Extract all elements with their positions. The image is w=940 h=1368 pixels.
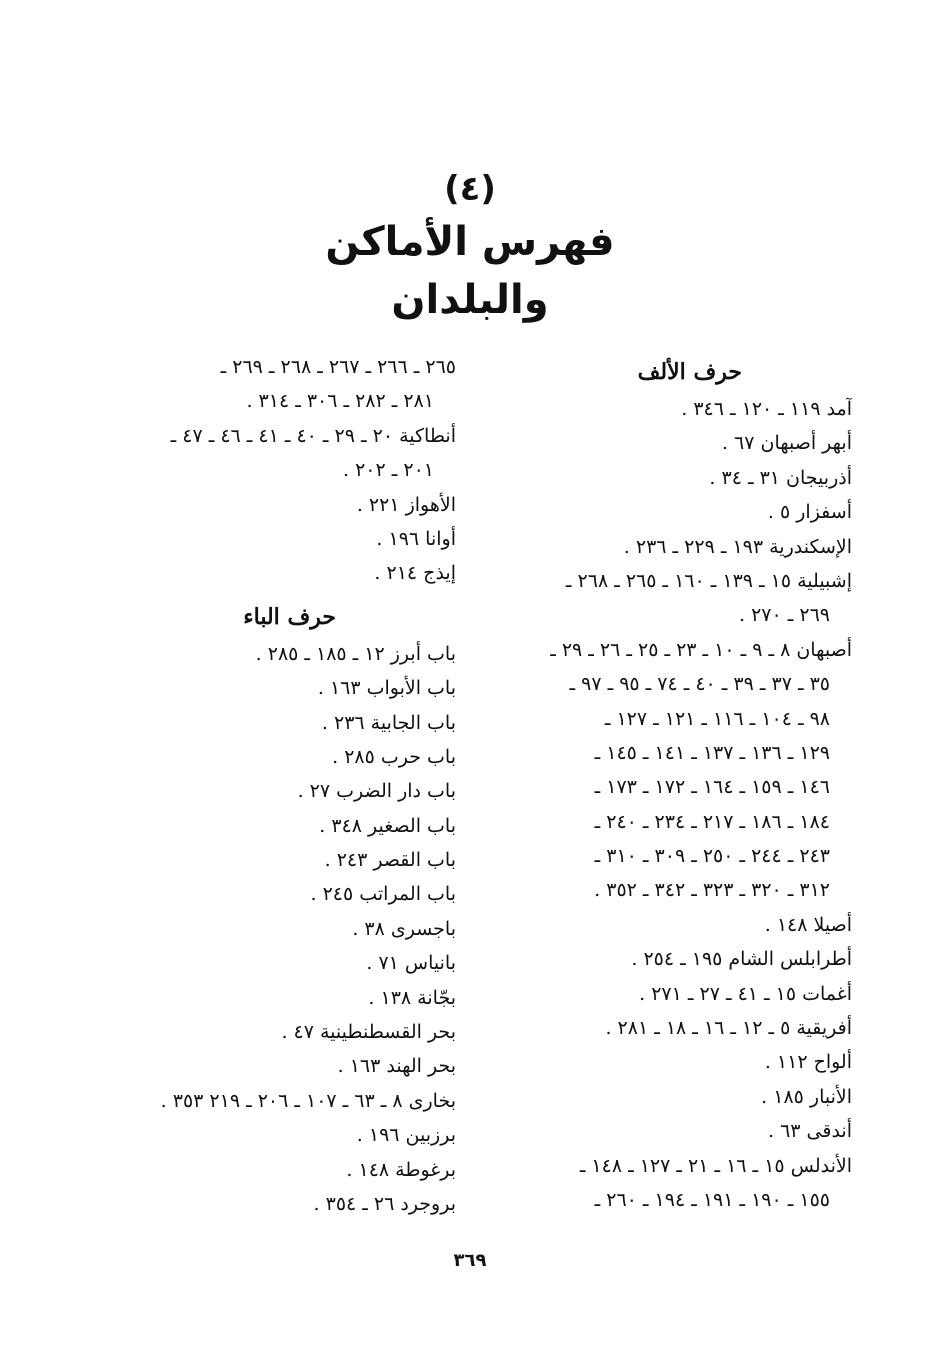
index-entry: الأندلس ١٥ ـ ١٦ ـ ٢١ ـ ١٢٧ ـ ١٤٨ ـ bbox=[579, 1154, 852, 1177]
index-entry-continuation: ٢٤٣ ـ ٢٤٤ ـ ٢٥٠ ـ ٣٠٩ ـ ٣١٠ ـ bbox=[594, 845, 830, 868]
left-column bbox=[100, 350, 456, 1221]
index-entry-continuation: ١٤٦ ـ ١٥٩ ـ ١٦٤ ـ ١٧٢ ـ ١٧٣ ـ bbox=[594, 776, 830, 799]
index-entry: باب أبرز ١٢ ـ ١٨٥ ـ ٢٨٥ . bbox=[255, 642, 456, 665]
index-title-line2: والبلدان bbox=[391, 277, 549, 323]
index-title-line1: فهرس الأماكن bbox=[325, 219, 615, 265]
index-entry: الأهواز ٢٢١ . bbox=[356, 493, 456, 516]
index-entry: أطرابلس الشام ١٩٥ ـ ٢٥٤ . bbox=[631, 948, 852, 971]
index-entry: باب دار الضرب ٢٧ . bbox=[297, 780, 456, 803]
index-entry: باب الصغير ٣٤٨ . bbox=[319, 814, 456, 837]
index-entry: باب القصر ٢٤٣ . bbox=[324, 849, 456, 872]
index-entry-continuation: ٢٦٥ ـ ٢٦٦ ـ ٢٦٧ ـ ٢٦٨ ـ ٢٦٩ ـ bbox=[220, 356, 456, 378]
index-entry-continuation: ١٨٤ ـ ١٨٦ ـ ٢١٧ ـ ٢٣٤ ـ ٢٤٠ ـ bbox=[594, 810, 830, 833]
section-number: (٤) bbox=[444, 169, 496, 209]
index-entry: أصبهان ٨ ـ ٩ ـ ١٠ ـ ٢٣ ـ ٢٥ ـ ٢٦ ـ ٢٩ ـ bbox=[550, 638, 852, 661]
index-entry: إشبيلية ١٥ ـ ١٣٩ ـ ١٦٠ ـ ٢٦٥ ـ ٢٦٨ ـ bbox=[565, 569, 852, 592]
page-number: ٣٦٩ bbox=[453, 1250, 487, 1271]
index-entry: باب الأبواب ١٦٣ . bbox=[317, 677, 456, 700]
index-entry: باجسرى ٣٨ . bbox=[352, 917, 456, 940]
index-entry: أوانا ١٩٦ . bbox=[376, 527, 456, 550]
index-entry-continuation: ١٢٩ ـ ١٣٦ ـ ١٣٧ ـ ١٤١ ـ ١٤٥ ـ bbox=[594, 741, 830, 764]
index-entry-continuation: ٣٥ ـ ٣٧ ـ ٣٩ ـ ٤٠ ـ ٧٤ ـ ٩٥ ـ ٩٧ ـ bbox=[569, 673, 830, 696]
index-entry: باب المراتب ٢٤٥ . bbox=[310, 883, 456, 906]
index-entry-continuation: ٣١٢ ـ ٣٢٠ ـ ٣٢٣ ـ ٣٤٢ ـ ٣٥٢ . bbox=[594, 879, 830, 902]
index-entry: باب الجابية ٢٣٦ . bbox=[321, 711, 456, 734]
index-entry-continuation: ٢٠١ ـ ٢٠٢ . bbox=[343, 459, 434, 482]
index-header bbox=[0, 165, 940, 329]
index-entry: باب حرب ٢٨٥ . bbox=[332, 745, 456, 768]
right-column bbox=[498, 350, 852, 1217]
index-entry: بروجرد ٢٦ ـ ٣٥٤ . bbox=[313, 1192, 456, 1215]
index-entry: بانياس ٧١ . bbox=[366, 952, 456, 975]
index-entry: أبهر أصبهان ٦٧ . bbox=[721, 432, 852, 455]
index-entry: أندقى ٦٣ . bbox=[767, 1120, 852, 1143]
index-entry: أذربيجان ٣١ ـ ٣٤ . bbox=[709, 466, 852, 489]
index-entry: الإسكندرية ١٩٣ ـ ٢٢٩ ـ ٢٣٦ . bbox=[623, 535, 852, 558]
index-entry: إيذج ٢١٤ . bbox=[374, 562, 456, 585]
index-entry: بخارى ٨ ـ ٦٣ ـ ١٠٧ ـ ٢٠٦ ـ ٢١٩ ٣٥٣ . bbox=[160, 1089, 456, 1112]
index-entry: برزبين ١٩٦ . bbox=[356, 1124, 456, 1147]
index-entry: أنطاكية ٢٠ ـ ٢٩ ـ ٤٠ ـ ٤١ ـ ٤٦ ـ ٤٧ ـ bbox=[170, 424, 456, 447]
index-entry: بجّانة ١٣٨ . bbox=[368, 986, 456, 1009]
index-entry: بحر الهند ١٦٣ . bbox=[337, 1055, 456, 1078]
letter-heading-alif: حرف الألف bbox=[637, 359, 742, 385]
index-entry-continuation: ١٥٥ ـ ١٩٠ ـ ١٩١ ـ ١٩٤ ـ ٢٦٠ ـ bbox=[594, 1188, 830, 1211]
index-entry: أسفزار ٥ . bbox=[767, 501, 852, 524]
index-entry: بحر القسطنطينية ٤٧ . bbox=[281, 1021, 456, 1044]
index-entry: أصيلا ١٤٨ . bbox=[764, 913, 852, 936]
index-entry: أغمات ١٥ ـ ٤١ ـ ٢٧ ـ ٢٧١ . bbox=[639, 982, 852, 1005]
index-entry-continuation: ٩٨ ـ ١٠٤ ـ ١١٦ ـ ١٢١ ـ ١٢٧ ـ bbox=[604, 707, 830, 730]
index-entry-continuation: ٢٨١ ـ ٢٨٢ ـ ٣٠٦ ـ ٣١٤ . bbox=[246, 390, 434, 413]
index-entry: آمد ١١٩ ـ ١٢٠ ـ ٣٤٦ . bbox=[681, 398, 852, 420]
index-entry: الأنبار ١٨٥ . bbox=[761, 1085, 852, 1108]
index-entry: ألواح ١١٢ . bbox=[764, 1051, 852, 1074]
index-entry: برغوطة ١٤٨ . bbox=[346, 1158, 456, 1181]
index-entry: أفريقية ٥ ـ ١٢ ـ ١٦ ـ ١٨ ـ ٢٨١ . bbox=[605, 1017, 852, 1040]
index-entry-continuation: ٢٦٩ ـ ٢٧٠ . bbox=[739, 604, 830, 627]
letter-heading-ba: حرف الباء bbox=[243, 603, 336, 630]
